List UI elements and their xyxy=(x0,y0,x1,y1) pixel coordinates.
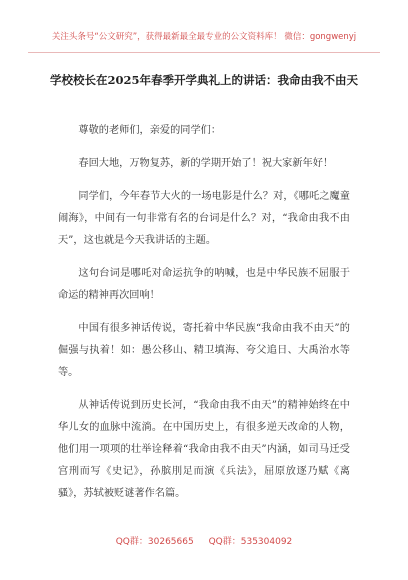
paragraph: 中国有很多神话传说，寄托着中华民族“我命由我不由天”的倔强与执着！如：愚公移山、精卫填海、夸父追日、大禹治水等等。 xyxy=(58,323,350,378)
footer-qq-group-1: QQ群：30265665 xyxy=(115,537,194,547)
document-body xyxy=(58,120,350,516)
paragraph: 从神话传说到历史长河，“我命由我不由天”的精神始终在中华儿女的血脉中流淌。在中国历史上，有很多逆天改命的人物，他们用一项项的壮举诠释着“我命由我不由天”内涵，如司马迁受宫刑而写《史记》，孙膑刖足而演《兵法》，屈原放逐乃赋《离骚》，苏轼被贬谜著作名篇。 xyxy=(58,400,350,499)
salutation: 尊敬的老师们，亲爱的同学们： xyxy=(78,125,222,136)
paragraph: 春回大地，万物复苏，新的学期开始了！祝大家新年好！ xyxy=(78,158,334,169)
paragraph: 这句台词是哪吒对命运抗争的呐喊，也是中华民族不屈服于命运的精神再次回响！ xyxy=(58,268,350,301)
header-divider xyxy=(28,52,380,53)
paragraph: 同学们，今年春节大火的一场电影是什么？对，《哪吒之魔童闹海》，中间有一句非常有名的台词是什么？对，“我命由我不由天”，这也就是今天我讲话的主题。 xyxy=(58,191,350,246)
footer-contacts xyxy=(0,534,408,547)
document-title: 学校校长在2025年春季开学典礼上的讲话：我命由我不由天 xyxy=(49,73,358,87)
footer-qq-group-2: QQ群：535304092 xyxy=(208,537,293,547)
header-banner: 关注头条号“公文研究”，获得最新最全最专业的公文资料库！ 微信：gongwenyj xyxy=(51,32,357,42)
